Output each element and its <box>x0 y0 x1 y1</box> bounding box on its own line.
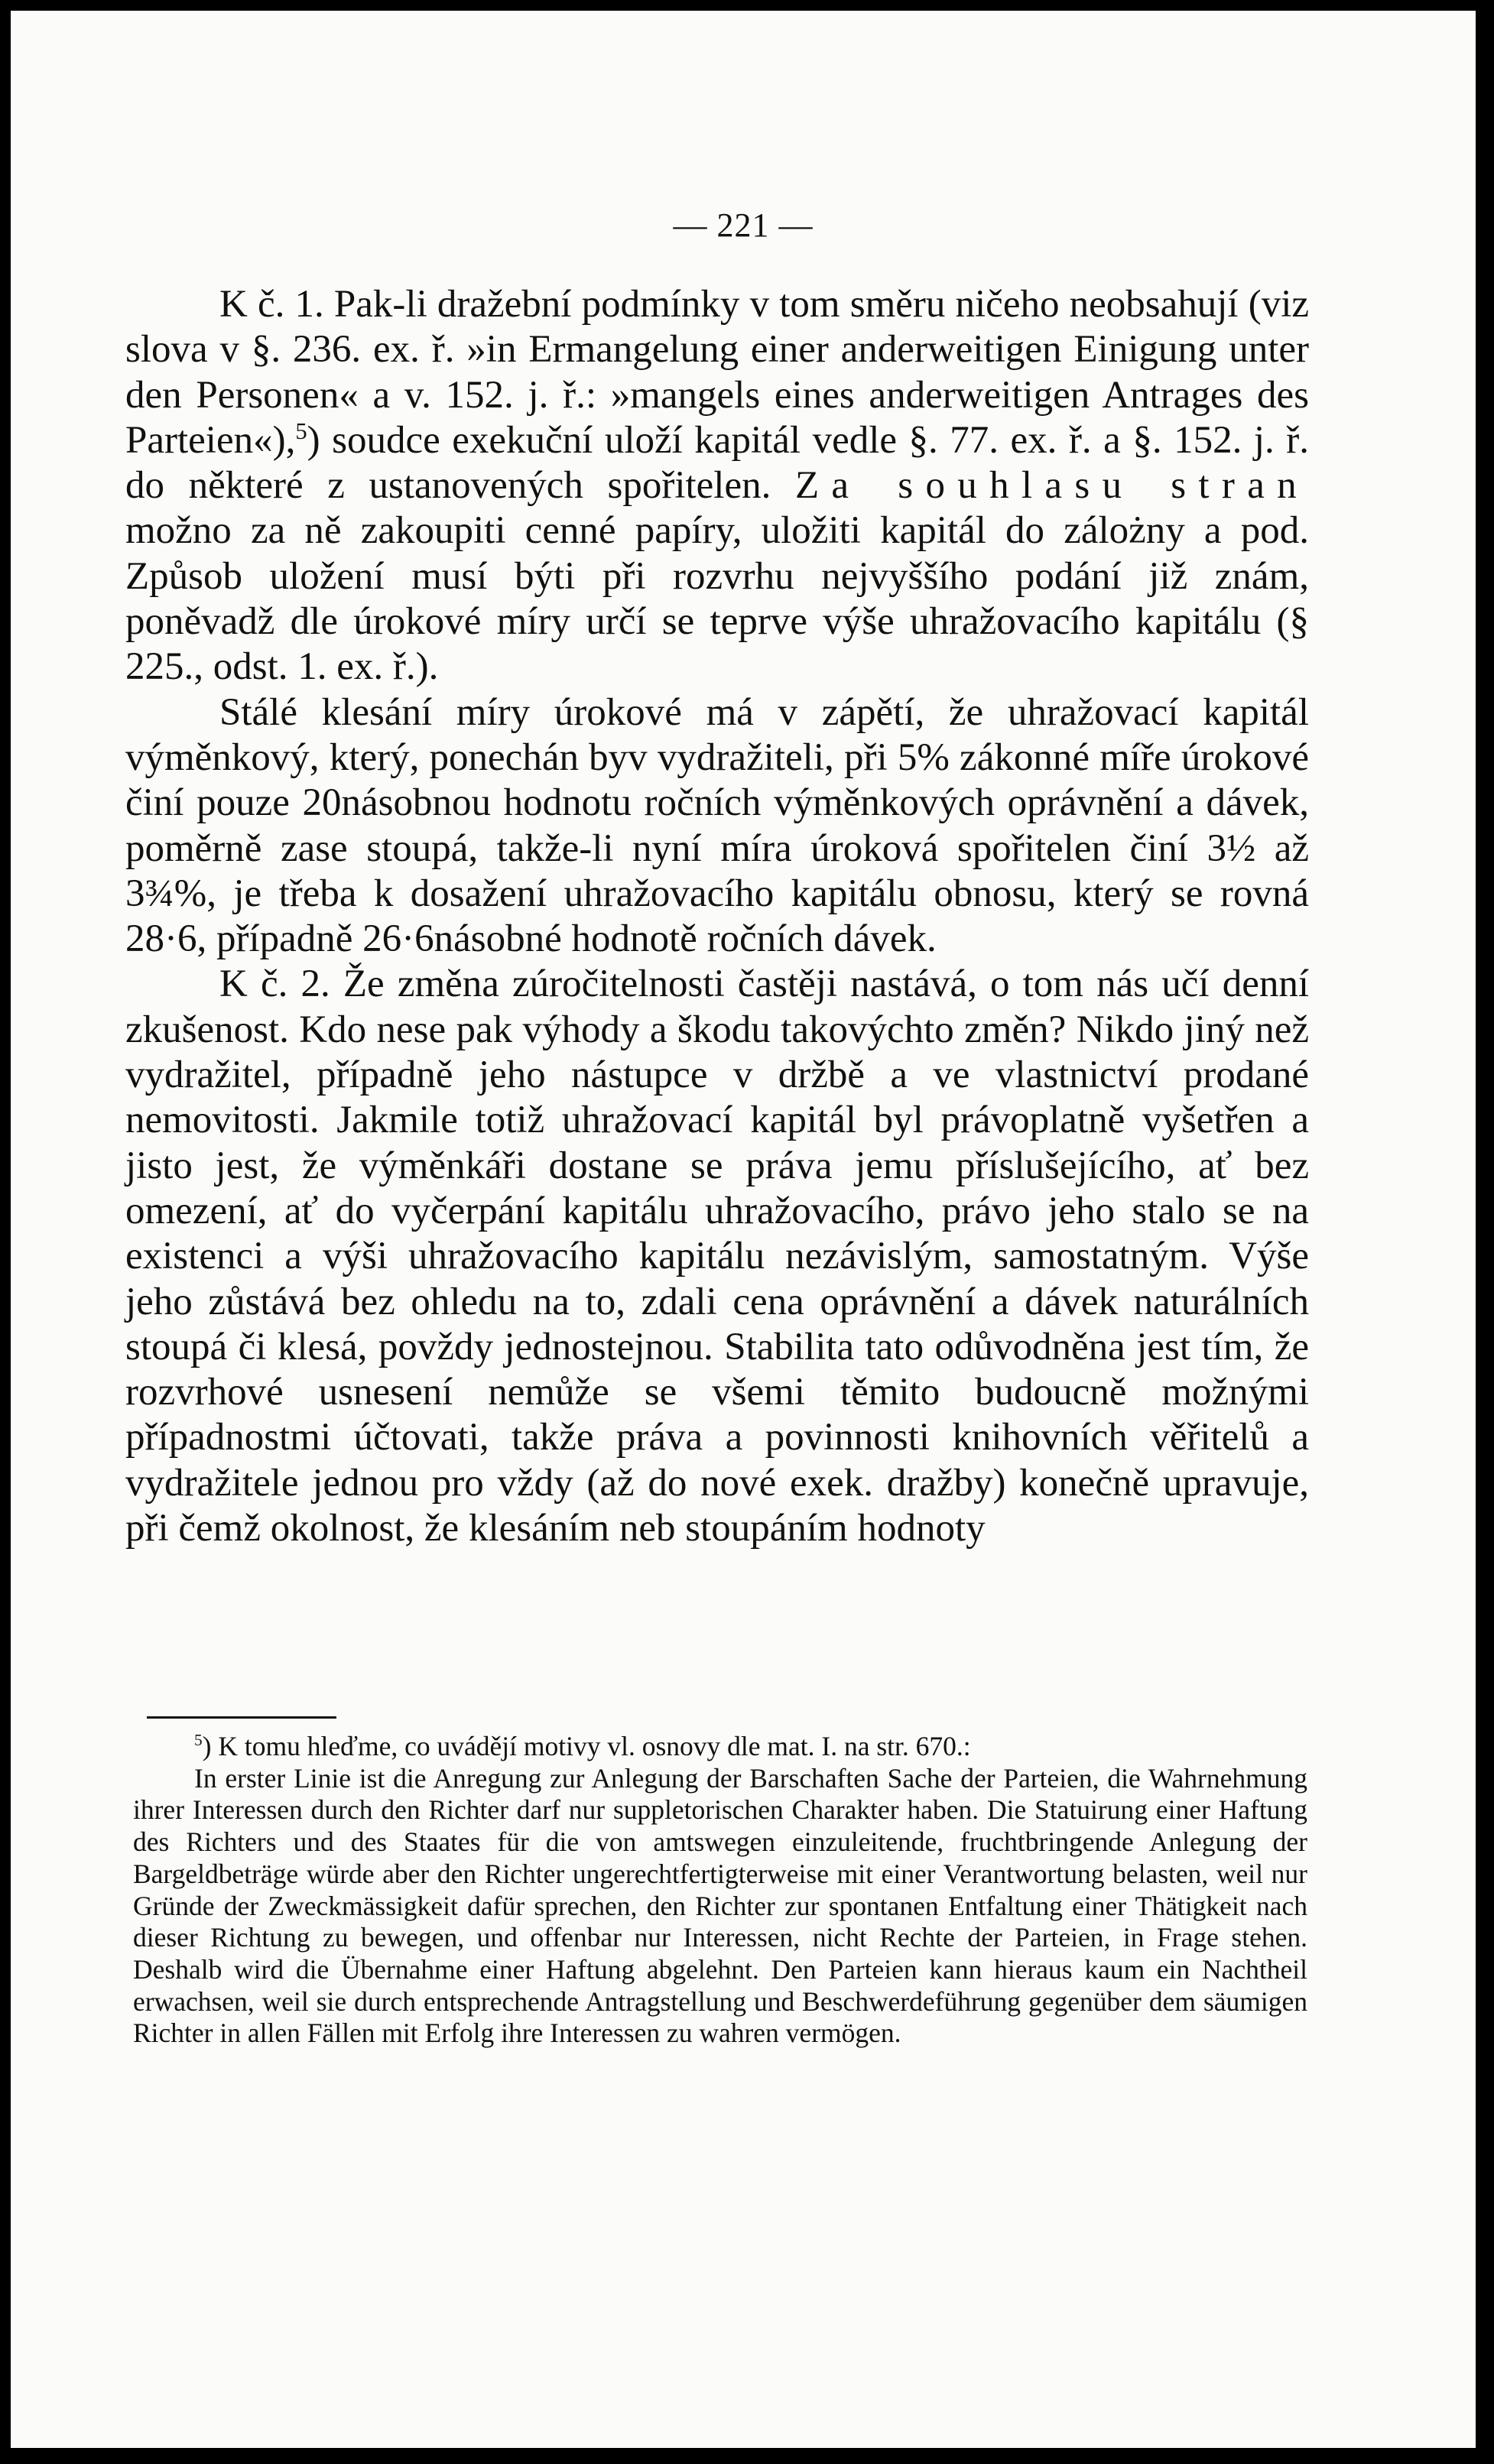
book-page <box>11 11 1476 2448</box>
paragraph-1-text-a: K č. 1. Pak-li dražební podmínky v tom směru ničeho neobsahují (viz slova v §. 236. ex. ř. »in Ermangelung einer anderweitigen Einigung unter den Personen« a v. 152. j. ř.: »mangels eines anderweitigen Antrages des Parteien«), <box>125 283 1309 462</box>
footnote-separator <box>147 1716 336 1719</box>
paragraph-2: Stálé klesání míry úrokové má v zápětí, že uhražovací kapitál výměnkový, který, ponechán byv vydražiteli, při 5% zákonné míře úrokové činí pouze 20násobnou hodnotu ročních výměnkových oprávnění a dávek, poměrně zase stoupá, takže-li nyní míra úroková spořitelen činí 3½ až 3¾%, je třeba k dosažení uhražovacího kapitálu obnosu, který se rovná 28·6, případně 26·6násobné hodnotě ročních dávek. <box>125 690 1309 961</box>
footnote-quote: In erster Linie ist die Anregung zur Anlegung der Barschaften Sache der Parteien, die Wahrnehmung ihrer Interessen durch den Richter darf nur suppletorischen Charakter haben. Die Statuirung einer Haftung des Richters und des Staates für die von amtswegen einzuleitende, fruchtbringende Anlegung der Bargeldbeträge würde aber den Richter ungerechtfertigterweise mit einer Verantwortung belasten, weil nur Gründe der Zweckmässigkeit dafür sprechen, den Richter zur spontanen Entfaltung einer Thätigkeit nach dieser Richtung zu bewegen, und offenbar nur Interessen, nicht Rechte der Parteien, in Frage stehen. Deshalb wird die Übernahme einer Haftung abgelehnt. Den Parteien kann hieraus kaum ein Nachtheil erwachsen, weil sie durch entsprechende Antragstellung und Beschwerdeführung gegenüber dem säumigen Richter in allen Fällen mit Erfolg ihre Interessen zu wahren vermögen. <box>133 1762 1307 2049</box>
paragraph-1-text-b: ) soudce exekuční uloží kapitál vedle §. 77. ex. ř. a §. 152. j. ř. do některé z ustanovených spořitelen. <box>125 418 1309 508</box>
footnote-marker: 5 <box>194 1731 203 1750</box>
paragraph-3: K č. 2. Že změna zúročitelnosti častěji nastává, o tom nás učí denní zkušenost. Kdo nese pak výhody a škodu takovýchto změn? Nikdo jiný než vydražitel, případně jeho nástupce v držbě a ve vlastnictví prodané nemovitosti. Jakmile totiž uhražovací kapitál byl právoplatně vyšetřen a jisto jest, že výměnkáři dostane se práva jemu příslušejícího, ať bez omezení, ať do vyčerpání kapitálu uhražovacího, právo jeho stalo se na existenci a výši uhražovacího kapitálu nezávislým, samostatným. Výše jeho zůstává bez ohledu na to, zdali cena oprávnění a dávek naturálních stoupá či klesá, povždy jednostejnou. Stabilita tato odůvodněna jest tím, že rozvrhové usnesení nemůže se všemi těmito budoucně možnými případnostmi účtovati, takže práva a povinnosti knihovních věřitelů a vydražitele jednou pro vždy (až do nové exek. dražby) konečně upravuje, při čemž okolnost, že klesáním neb stoupáním hodnoty <box>125 963 1309 1550</box>
footnote-intro <box>133 1731 1307 1763</box>
footnote <box>133 1731 1307 2050</box>
spaced-emphasis: Za souhlasu stran <box>794 464 1310 508</box>
paragraph-1 <box>125 282 1309 690</box>
main-text <box>125 282 1309 1551</box>
footnote-intro-text: ) K tomu hleďme, co uvádějí motivy vl. osnovy dle mat. I. na str. 670.: <box>202 1731 971 1761</box>
footnote-reference: 5 <box>295 417 307 444</box>
page-number: — 221 — <box>673 206 814 244</box>
paragraph-1-text-c: možno za ně zakoupiti cenné papíry, uložiti kapitál do zálożny a pod. Způsob uložení musí býti při rozvrhu nejvyššího podání již znám, poněvadž dle úrokové míry určí se teprve výše uhražovacího kapitálu (§ 225., odst. 1. ex. ř.). <box>125 509 1309 689</box>
